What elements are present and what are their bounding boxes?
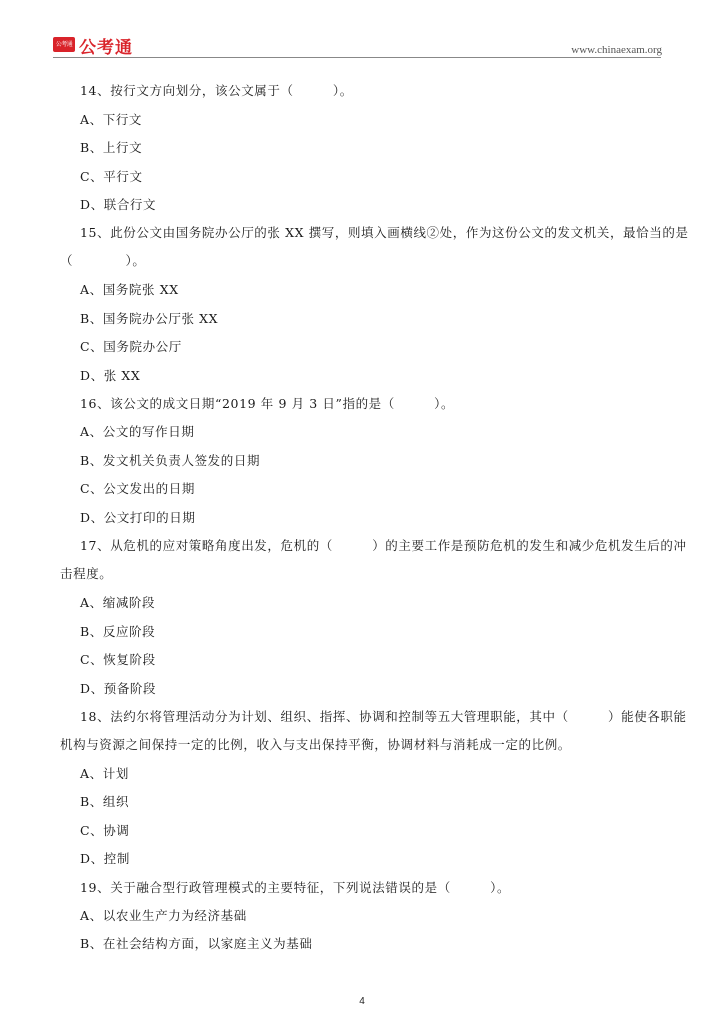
option: B、组织 xyxy=(80,794,130,809)
question-17-stem-cont: 击程度。 xyxy=(60,566,113,581)
question-18-stem-cont: 机构与资源之间保持一定的比例，收入与支出保持平衡，协调材料与消耗成一定的比例。 xyxy=(60,737,571,752)
option: B、反应阶段 xyxy=(80,624,156,639)
option: A、缩减阶段 xyxy=(80,595,156,610)
page-header xyxy=(0,0,724,62)
option: B、国务院办公厅张 XX xyxy=(80,311,219,326)
option: D、公文打印的日期 xyxy=(80,510,196,525)
option: A、计划 xyxy=(80,766,129,781)
option: A、公文的写作日期 xyxy=(80,424,195,439)
option: B、发文机关负责人签发的日期 xyxy=(80,453,261,468)
option: A、以农业生产力为经济基础 xyxy=(80,908,247,923)
option: C、协调 xyxy=(80,823,130,838)
option: D、控制 xyxy=(80,851,130,866)
option: B、上行文 xyxy=(80,140,143,155)
option: C、公文发出的日期 xyxy=(80,481,195,496)
site-url: www.chinaexam.org xyxy=(571,44,662,56)
question-18-stem: 18、法约尔将管理活动分为计划、组织、指挥、协调和控制等五大管理职能，其中（ ）能使各职能 xyxy=(80,709,687,724)
option: D、张 XX xyxy=(80,368,141,383)
option: D、预备阶段 xyxy=(80,681,157,696)
option: C、国务院办公厅 xyxy=(80,339,182,354)
logo-text: 公考通 xyxy=(79,38,133,58)
question-15-stem: 15、此份公文由国务院办公厅的张 XX 撰写，则填入画横线②处，作为这份公文的发文机关，最恰当的是 xyxy=(80,225,689,240)
question-17-stem: 17、从危机的应对策略角度出发，危机的（ ）的主要工作是预防危机的发生和减少危机发生后的冲 xyxy=(80,538,687,553)
question-14-stem: 14、按行文方向划分，该公文属于（ ）。 xyxy=(80,83,353,98)
option: A、国务院张 XX xyxy=(80,282,179,297)
logo-badge: 公考通 xyxy=(53,37,75,52)
option: A、下行文 xyxy=(80,112,143,127)
page-number: 4 xyxy=(359,996,365,1007)
option: D、联合行文 xyxy=(80,197,157,212)
question-19-stem: 19、关于融合型行政管理模式的主要特征，下列说法错误的是（ ）。 xyxy=(80,880,511,895)
question-16-stem: 16、该公文的成文日期“2019 年 9 月 3 日”指的是（ ）。 xyxy=(80,396,455,411)
option: B、在社会结构方面，以家庭主义为基础 xyxy=(80,936,313,951)
option: C、平行文 xyxy=(80,169,143,184)
option: C、恢复阶段 xyxy=(80,652,156,667)
question-15-stem-cont: （ ）。 xyxy=(60,253,146,268)
header-divider xyxy=(53,57,661,58)
